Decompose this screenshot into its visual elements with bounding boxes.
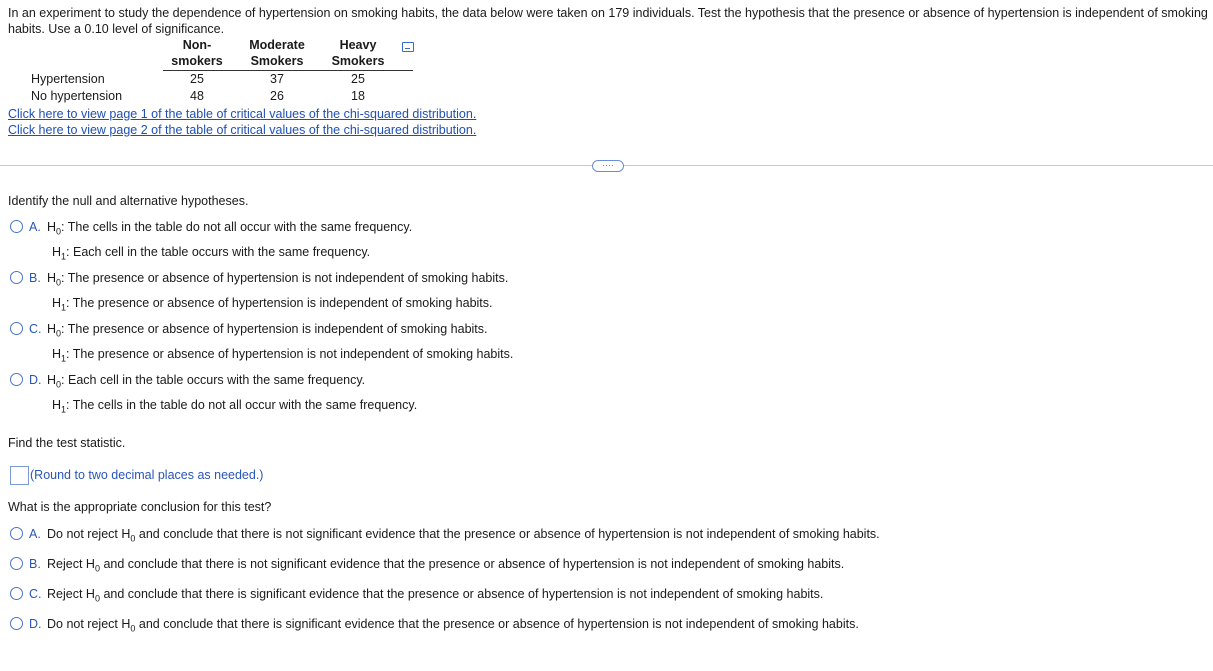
q1-option-d[interactable]: D. $H_0$: Each cell in the table occurs with the same frequency. $H_1$: The cells in the table do not all occur with the same frequency.: [10, 370, 417, 419]
q1-option-b-h1: The presence or absence of hypertension is independent of smoking habits.: [72, 295, 493, 310]
q1-option-a-h1: Each cell in the table occurs with the same frequency.: [73, 244, 371, 259]
row-label-hypertension: Hypertension: [31, 72, 105, 86]
copy-table-icon[interactable]: [402, 42, 414, 52]
q1-option-b-letter: B.: [29, 271, 41, 285]
header-nonsmokers-line1: Non-: [182, 38, 212, 52]
header-moderate-line2: Smokers: [250, 54, 304, 68]
q3-option-a-letter: A.: [29, 527, 41, 541]
q1-option-d-radio[interactable]: [10, 373, 23, 386]
q1-option-a[interactable]: A. $H_0$: The cells in the table do not all occur with the same frequency. $H_1$: Each cell in the table occurs with the same frequency.: [10, 217, 412, 266]
q3-option-d-letter: D.: [29, 617, 42, 631]
q3-option-b-text: and conclude that there is not significant evidence that the presence or absence of hypertension is not independent of smoking habits.: [103, 557, 845, 571]
q3-option-d-verb: Do not reject: [47, 617, 118, 631]
q3-option-b[interactable]: B. Reject $H_0$ and conclude that there is not significant evidence that the presence or absence of hypertension is not independent of smoking habits.: [10, 554, 844, 579]
q1-option-b-radio[interactable]: [10, 271, 23, 284]
q1-option-c[interactable]: C. $H_0$: The presence or absence of hypertension is independent of smoking habits. $H_1$: The presence or absence of hypertension is not independent of smoking habits.: [10, 319, 513, 368]
cell-nohyp-moderate: 26: [270, 89, 284, 103]
q3-option-a-radio[interactable]: [10, 527, 23, 540]
q1-option-c-h0: The presence or absence of hypertension is independent of smoking habits.: [67, 322, 488, 336]
q1-option-d-letter: D.: [29, 373, 42, 387]
problem-intro: In an experiment to study the dependence of hypertension on smoking habits, the data below were taken on 179 individuals. Test the hypothesis that the presence or absence of hypertension is independent of smoking habits. Use a 0.10 level of significance.: [8, 6, 1208, 36]
q3-option-a[interactable]: A. Do not reject $H_0$ and conclude that there is not significant evidence that the presence or absence of hypertension is not independent of smoking habits.: [10, 524, 880, 549]
cell-hyp-moderate: 37: [270, 72, 284, 86]
q3-option-a-verb: Do not reject: [47, 527, 118, 541]
header-moderate-line1: Moderate: [249, 38, 305, 52]
q2-prompt: Find the test statistic.: [8, 436, 126, 450]
chi-table-page2-link[interactable]: Click here to view page 2 of the table of critical values of the chi-squared distribution.: [8, 123, 477, 137]
q1-option-b[interactable]: B. $H_0$: The presence or absence of hypertension is not independent of smoking habits. $H_1$: The presence or absence of hypertension is independent of smoking habits.: [10, 268, 508, 317]
q1-option-c-letter: C.: [29, 322, 42, 336]
q3-option-b-letter: B.: [29, 557, 41, 571]
q1-option-a-letter: A.: [29, 220, 41, 234]
header-heavy-line2: Smokers: [331, 54, 385, 68]
q3-option-b-verb: Reject: [47, 557, 83, 571]
q1-option-d-h1: The cells in the table do not all occur with the same frequency.: [72, 397, 418, 412]
cell-nohyp-nonsmokers: 48: [190, 89, 204, 103]
q3-option-d[interactable]: D. Do not reject $H_0$ and conclude that there is significant evidence that the presence or absence of hypertension is not independent of smoking habits.: [10, 614, 859, 639]
chi-squared-links: [8, 106, 476, 138]
cell-nohyp-heavy: 18: [351, 89, 365, 103]
cell-hyp-heavy: 25: [351, 72, 365, 86]
q3-option-d-radio[interactable]: [10, 617, 23, 630]
q3-option-c-text: and conclude that there is significant evidence that the presence or absence of hypertension is not independent of smoking habits.: [103, 587, 824, 601]
q1-option-d-h0: Each cell in the table occurs with the same frequency.: [68, 373, 366, 387]
chi-table-page1-link[interactable]: Click here to view page 1 of the table of critical values of the chi-squared distribution.: [8, 107, 477, 121]
header-heavy-line1: Heavy: [339, 38, 377, 52]
row-label-no-hypertension: No hypertension: [31, 89, 123, 103]
q3-option-a-text: and conclude that there is not significant evidence that the presence or absence of hypertension is not independent of smoking habits.: [138, 527, 880, 541]
q1-prompt: Identify the null and alternative hypotheses.: [8, 194, 249, 208]
q1-option-a-h0: The cells in the table do not all occur with the same frequency.: [67, 220, 413, 234]
q3-option-c-letter: C.: [29, 587, 42, 601]
header-nonsmokers-line2: smokers: [171, 54, 223, 68]
q1-option-a-radio[interactable]: [10, 220, 23, 233]
q1-option-c-h1: The presence or absence of hypertension is not independent of smoking habits.: [72, 346, 514, 361]
expand-more-button[interactable]: ····: [592, 160, 624, 172]
q3-prompt: What is the appropriate conclusion for this test?: [8, 500, 272, 514]
test-statistic-input[interactable]: [10, 466, 29, 485]
q3-option-c-radio[interactable]: [10, 587, 23, 600]
rounding-note: (Round to two decimal places as needed.): [30, 468, 264, 482]
q3-option-c[interactable]: C. Reject $H_0$ and conclude that there is significant evidence that the presence or absence of hypertension is not independent of smoking habits.: [10, 584, 823, 609]
q1-option-b-h0: The presence or absence of hypertension is not independent of smoking habits.: [67, 271, 509, 285]
q3-option-b-radio[interactable]: [10, 557, 23, 570]
q3-option-c-verb: Reject: [47, 587, 83, 601]
h0-symbol: H: [47, 220, 57, 234]
q1-option-c-radio[interactable]: [10, 322, 23, 335]
q3-option-d-text: and conclude that there is significant evidence that the presence or absence of hypertension is not independent of smoking habits.: [138, 617, 859, 631]
cell-hyp-nonsmokers: 25: [190, 72, 204, 86]
